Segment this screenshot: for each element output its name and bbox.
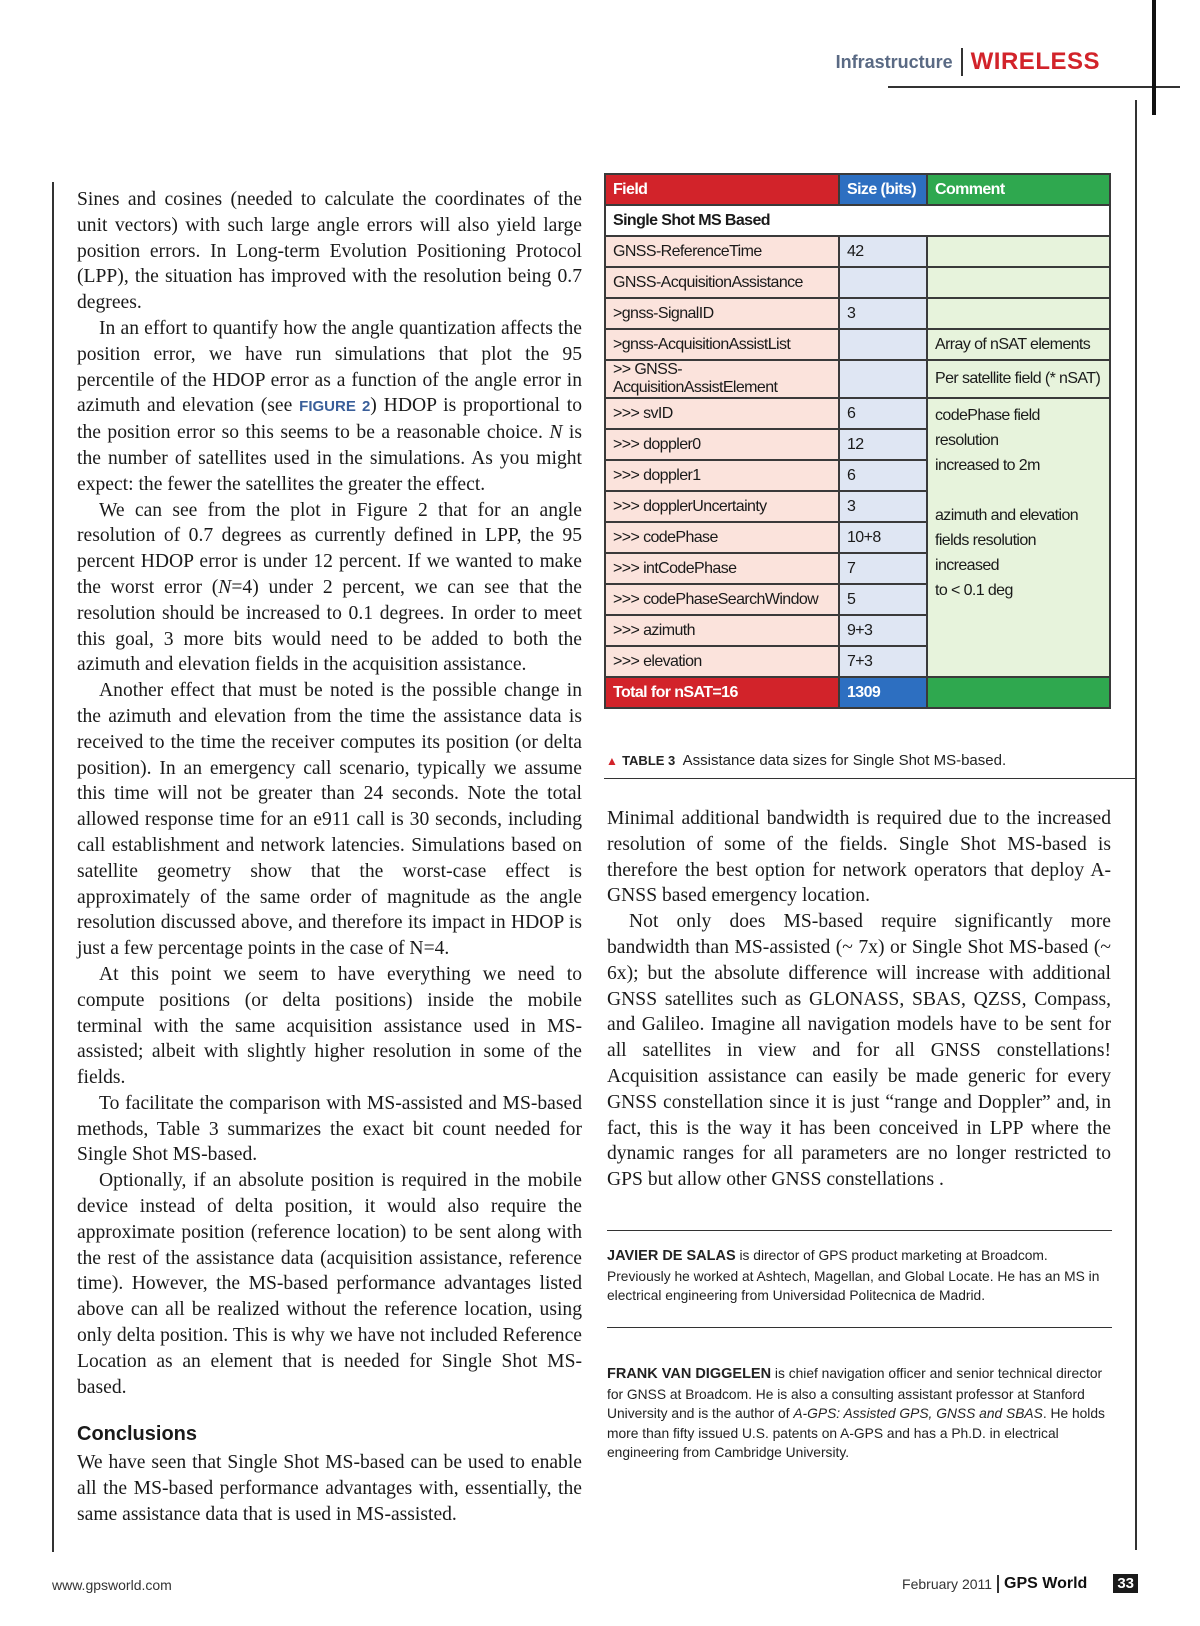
cell-size xyxy=(839,267,927,298)
cell-size: 3 xyxy=(839,298,927,329)
table-row xyxy=(605,360,1110,398)
footer-separator xyxy=(997,1575,999,1593)
cell-field: >>> codePhase xyxy=(605,522,839,553)
cell-field: >>> azimuth xyxy=(605,615,839,646)
cell-field: >>> codePhaseSearchWindow xyxy=(605,584,839,615)
table-group-row xyxy=(605,205,1110,236)
total-size: 1309 xyxy=(839,677,927,708)
right-margin-rule xyxy=(1135,100,1137,1550)
cell-size: 42 xyxy=(839,236,927,267)
book-title: A-GPS: Assisted GPS, GNSS and SBAS xyxy=(793,1406,1043,1421)
cell-size: 6 xyxy=(839,460,927,491)
cell-size: 10+8 xyxy=(839,522,927,553)
cell-comment-merged xyxy=(927,398,1110,677)
table-row xyxy=(605,236,1110,267)
cell-field: >> GNSS-AcquisitionAssistElement xyxy=(605,360,839,398)
section-brand: WIRELESS xyxy=(970,48,1100,75)
table-row xyxy=(605,329,1110,360)
cell-field: >>> dopplerUncertainty xyxy=(605,491,839,522)
total-label: Total for nSAT=16 xyxy=(605,677,839,708)
cell-comment xyxy=(927,267,1110,298)
header-comment: Comment xyxy=(927,174,1110,205)
cell-comment xyxy=(927,236,1110,267)
page-header xyxy=(836,48,1100,76)
caption-label: TABLE 3 xyxy=(622,753,676,768)
header-size: Size (bits) xyxy=(839,174,927,205)
crop-mark xyxy=(1152,0,1156,115)
author-bio: JAVIER DE SALAS is director of GPS product marketing at Broadcom. Previously he worked at Ashtech, Magellan, and Global Locate. He has an MS in electrical engineering from Universidad Politecnica de Madrid. xyxy=(607,1248,1100,1303)
footer-url: www.gpsworld.com xyxy=(52,1577,172,1593)
cell-size: 3 xyxy=(839,491,927,522)
paragraph: We have seen that Single Shot MS-based can be used to enable all the MS-based performance advantages with, essentially, the same assistance data that is used in MS-assisted. xyxy=(77,1452,582,1525)
left-column xyxy=(77,187,582,1528)
cell-field: GNSS-ReferenceTime xyxy=(605,236,839,267)
cell-field: >gnss-SignalID xyxy=(605,298,839,329)
right-column xyxy=(607,806,1111,1193)
cell-size: 7+3 xyxy=(839,646,927,677)
paragraph: We can see from the plot in Figure 2 that for an angle resolution of 0.7 degrees as currently defined in LPP, the 95 percent HDOP error is under 12 percent. If we wanted to make the worst error (N=4) under 2 percent, we can see that the resolution should be increased to 0.1 degrees. In order to meet this goal, 3 more bits would need to be added to both the azimuth and elevation fields in the acquisition assistance. xyxy=(77,499,582,676)
total-comment xyxy=(927,677,1110,708)
cell-field: >>> intCodePhase xyxy=(605,553,839,584)
table-caption xyxy=(606,752,1106,769)
table-total-row xyxy=(605,677,1110,708)
assistance-data-table xyxy=(604,173,1111,709)
bio-rule xyxy=(607,1230,1112,1231)
table-header-row xyxy=(605,174,1110,205)
cell-size: 12 xyxy=(839,429,927,460)
cell-size: 6 xyxy=(839,398,927,429)
figure-reference: FIGURE 2 xyxy=(299,398,371,416)
paragraph: Minimal additional bandwidth is required due to the increased resolution of some of the fields. Single Shot MS-based is therefore the best option for network operators that deploy A-GNSS based emergency location. xyxy=(607,808,1111,907)
left-margin-rule xyxy=(52,182,54,1552)
footer-date: February 2011 xyxy=(902,1575,993,1592)
cell-size xyxy=(839,360,927,398)
triangle-icon: ▲ xyxy=(606,754,618,768)
paragraph: Optionally, if an absolute position is required in the mobile device instead of delta position, it would also require the approximate position (reference location) to be sent along with the rest of the assistance data (acquisition assistance, reference time). However, the MS-based performance advantages listed above can all be realized without the reference location, using only delta position. This is why we have not included Reference Location as an element that is needed for Single Shot MS-based. xyxy=(77,1170,582,1398)
cell-size xyxy=(839,329,927,360)
codephase-comment: codePhase field resolution increased to 2m azimuth and elevation fields resolution increased to < 0.1 deg xyxy=(935,407,1079,599)
cell-field: >gnss-AcquisitionAssistList xyxy=(605,329,839,360)
paragraph: Another effect that must be noted is the possible change in the azimuth and elevation from the time the assistance data is received to the time the receiver computes its position (or delta position). In an emergency call scenario, typically we assume this time will not be greater than 24 seconds. Note the total allowed response time for an e911 call is 30 seconds, including call establishment and network latencies. Simulations based on satellite geometry show that the worst-case effect is approximately of the same order of magnitude as the angle resolution discussed above, and therefore its impact in HDOP is just a few percentage points in the case of N=4. xyxy=(77,680,582,960)
paragraph: Sines and cosines (needed to calculate the coordinates of the unit vectors) with such large angle errors will also yield large position errors. In Long-term Evolution Positioning Protocol (LPP), the situation has improved with the resolution being 0.7 degrees. xyxy=(77,189,582,314)
conclusions-heading: Conclusions xyxy=(77,1423,198,1446)
paragraph: At this point we seem to have everything we need to compute positions (or delta positions) inside the mobile terminal with the same acquisition assistance used in MS-assisted; albeit with slightly higher resolution in some of the fields. xyxy=(77,963,582,1089)
table-row xyxy=(605,267,1110,298)
cell-comment: Array of nSAT elements xyxy=(927,329,1110,360)
cell-field: >>> svID xyxy=(605,398,839,429)
cell-size: 7 xyxy=(839,553,927,584)
cell-field: GNSS-AcquisitionAssistance xyxy=(605,267,839,298)
cell-size: 9+3 xyxy=(839,615,927,646)
paragraph: In an effort to quantify how the angle quantization affects the position error, we have run simulations that plot the 95 percentile of the HDOP error as a function of the angle error in azimuth and elevation (see FIGURE 2) HDOP is proportional to the position error so this seems to be a reasonable choice. N is the number of satellites used in the simulations. As you might expect: the fewer the satellites the greater the effect. xyxy=(77,317,582,495)
paragraph: To facilitate the comparison with MS-assisted and MS-based methods, Table 3 summarizes the exact bit count needed for Single Shot MS-based. xyxy=(77,1092,582,1166)
header-field: Field xyxy=(605,174,839,205)
bio-rule xyxy=(607,1327,1112,1328)
page-footer xyxy=(902,1574,1138,1593)
page-number: 33 xyxy=(1113,1574,1138,1593)
author-bio: FRANK VAN DIGGELEN is chief navigation officer and senior technical director for GNSS at Broadcom. He is also a consulting assistant professor at Stanford University and is the author of A-GPS: Assisted GPS, GNSS and SBAS. He holds more than fifty issued U.S. patents on A-GPS and has a Ph.D. in electrical engineering from Cambridge University. xyxy=(607,1366,1105,1460)
header-rule xyxy=(888,86,1180,88)
paragraph: Not only does MS-based require significantly more bandwidth than MS-assisted (~ 7x) or Single Shot MS-based (~ 6x); but the absolute difference will increase with additional GNSS satellites such as GLONASS, SBAS, QZSS, Compass, and Galileo. Imagine all navigation models have to be sent for all satellites in view and for all GNSS constellations! Acquisition assistance can easily be made generic for every GNSS constellation since it is just “range and Doppler” and, in fact, this is the way it has been conceived in LPP where the dynamic ranges for all parameters are no longer restricted to GPS but allow other GNSS constellations . xyxy=(607,911,1111,1191)
author-name: FRANK VAN DIGGELEN xyxy=(607,1366,772,1382)
group-label: Single Shot MS Based xyxy=(605,205,1110,236)
table-row xyxy=(605,298,1110,329)
cell-size: 5 xyxy=(839,584,927,615)
footer-magazine: GPS World xyxy=(1004,1574,1088,1592)
section-label: Infrastructure xyxy=(835,51,953,72)
cell-field: >>> doppler1 xyxy=(605,460,839,491)
cell-field: >>> elevation xyxy=(605,646,839,677)
caption-text: Assistance data sizes for Single Shot MS-based. xyxy=(682,752,1007,769)
caption-rule xyxy=(604,778,1137,779)
author-name: JAVIER DE SALAS xyxy=(607,1248,736,1264)
cell-comment: Per satellite field (* nSAT) xyxy=(927,360,1110,398)
cell-comment xyxy=(927,298,1110,329)
cell-field: >>> doppler0 xyxy=(605,429,839,460)
table-row xyxy=(605,398,1110,429)
